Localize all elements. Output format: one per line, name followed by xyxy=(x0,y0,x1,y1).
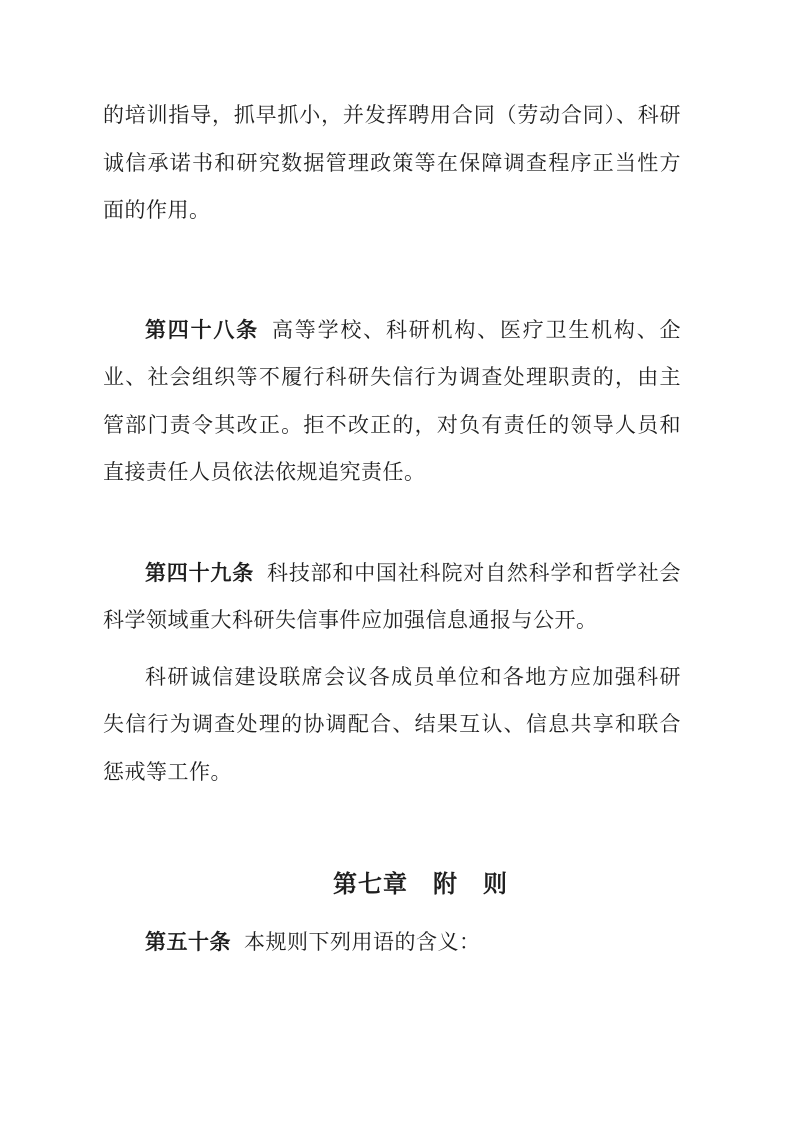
article-49-number: 第四十九条 xyxy=(145,560,255,585)
chapter-7-heading: 第七章 附 则 xyxy=(333,871,508,898)
paragraph-article-48 xyxy=(103,307,681,497)
paragraph-article-49 xyxy=(103,550,681,645)
document-content xyxy=(103,92,681,966)
article-50-text: 本规则下列用语的含义： xyxy=(244,929,481,954)
article-49-text: 科技部和中国社科院对自然科学和哲学社会科学领域重大科研失信事件应加强信息通报与公开。 xyxy=(103,560,682,632)
article-50-number: 第五十条 xyxy=(145,929,231,954)
paragraph-article-50 xyxy=(103,919,681,967)
paragraph-joint-conference: 科研诚信建设联席会议各成员单位和各地方应加强科研失信行为调查处理的协调配合、结果互认、信息共享和联合惩戒等工作。 xyxy=(103,664,681,784)
article-48-text: 高等学校、科研机构、医疗卫生机构、企业、社会组织等不履行科研失信行为调查处理职责的，由主管部门责令其改正。拒不改正的，对负有责任的领导人员和直接责任人员依法依规追究责任。 xyxy=(103,317,682,484)
article-48-number: 第四十八条 xyxy=(145,317,259,342)
paragraph-continuation: 的培训指导，抓早抓小，并发挥聘用合同（劳动合同）、科研诚信承诺书和研究数据管理政策等在保障调查程序正当性方面的作用。 xyxy=(103,103,681,222)
